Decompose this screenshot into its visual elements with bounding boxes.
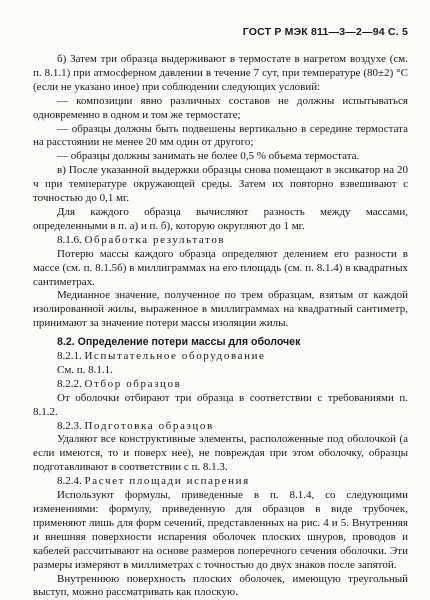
section-title: Расчет площади испарения (84, 475, 250, 488)
section-title: Отбор образцов (84, 377, 182, 390)
section-number: 8.2.2. (57, 377, 82, 390)
paragraph: Внутреннюю поверхность плоских оболочек, имеющую треугольный выступ, можно рассматривать как плоскую. (33, 572, 408, 599)
paragraph: От оболочки отбирают три образца в соответствии с требованиями п. 8.1.2. (33, 391, 408, 418)
paragraph: Удаляют все конструктивные элементы, расположенные под оболочкой (а если имеются, то и поверх нее), не повреждая при этом оболочку, образцы подготавливают в соответствии с п. 8.1.3. (33, 433, 408, 474)
paragraph: Для каждого образца вычисляют разность между массами, определенными в п. а) и п. б), которую округляют до 1 мг. (33, 205, 408, 232)
paragraph: Потерю массы каждого образца определяют делением его разности в массе (см. п. 8.1.5б) в миллиграммах на его площадь (см. п. 8.1.4) в квадратных сантиметрах. (33, 247, 408, 288)
section-title: Испытательное оборудование (84, 350, 266, 363)
section-number: 8.2.1. (57, 350, 82, 363)
condition-item: — композиции явно различных составов не должны испытываться одновременно в одном и том же термостате; (33, 94, 408, 121)
section-title: Обработка результатов (84, 233, 226, 246)
section-heading-8-2-1 (33, 350, 408, 364)
section-number: 8.2.4. (57, 475, 82, 488)
section-title: Подготовка образцов (84, 419, 214, 432)
paragraph: Медианное значение, полученное по трем образцам, взятым от каждой изолированной жилы, выраженное в миллиграммах на квадратный сантиметр, принимают за значение потери массы изоляции жилы. (33, 289, 408, 330)
section-number: 8.2.3. (57, 419, 82, 432)
document-body (33, 53, 408, 600)
paragraph-b: б) Затем три образца выдерживают в термостате в нагретом воздухе (см. п. 8.1.1) при атмосферном давлении в течение 7 сут, при температуре (80±2) °С (если не указано иное) при соблюдении следующих условий: (33, 53, 408, 93)
paragraph-v: в) После указанной выдержки образцы снова помещают в эксикатор на 20 ч при температуре окружающей среды. Затем их повторно взвешивают с точностью до 0,1 мг. (33, 164, 408, 205)
paragraph: Используют формулы, приведенные в п. 8.1.4, со следующими изменениями: формулу, приведенную для образцов в виде трубочек, применяют лишь для форм сечений, представленных на рис. 4 и 5. Внутренняя и внешняя поверхности испарения оболочек плоских шнуров, проводов и кабелей рассчитывают на основе размеров поперечного сечения оболочки. Эти размеры измеряют в миллиметрах с точностью до двух знаков после запятой. (33, 489, 408, 571)
section-heading-8-2: 8.2. Определение потери массы для оболочек (57, 336, 301, 349)
paragraph: См. п. 8.1.1. (57, 363, 113, 376)
condition-item: — образцы должны быть подвешены вертикально в середине термостата на расстоянии не менее 20 мм один от другого; (33, 122, 408, 149)
section-heading-8-1-6 (33, 234, 408, 248)
section-number: 8.1.6. (57, 233, 82, 246)
condition-item: — образцы должны занимать не более 0,5 % объема термостата. (57, 150, 360, 163)
section-heading-8-2-3 (33, 420, 408, 434)
page-header: ГОСТ Р МЭК 811—3—2—94 С. 5 (242, 26, 408, 38)
section-heading-8-2-2 (33, 378, 408, 392)
section-heading-8-2-4 (33, 475, 408, 489)
